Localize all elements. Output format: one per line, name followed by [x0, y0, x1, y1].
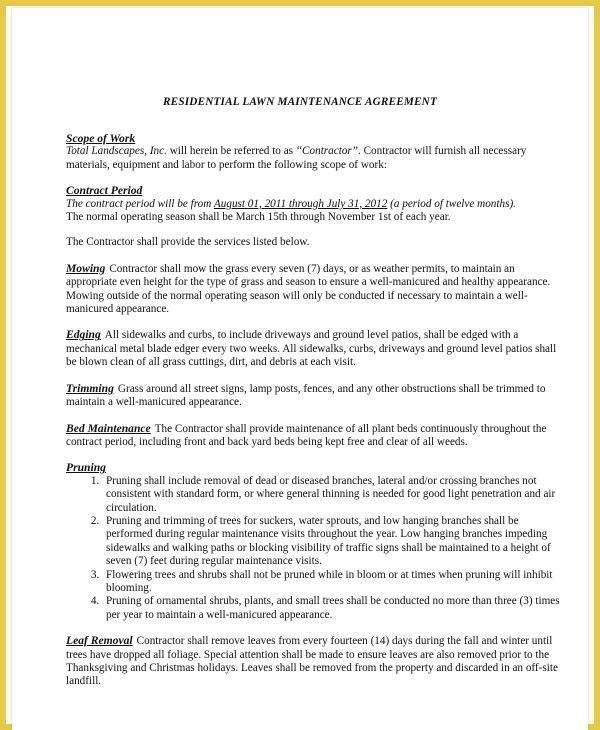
- leaf-removal-section: [66, 634, 562, 689]
- mowing-text: Contractor shall mow the grass every seven (7) days, or as weather permits, to maintain an appropriate even height for the type of grass and season to ensure a well-manicured and healthy appearance. Mowing outside of the normal operating season will only be conducted if necessary to maintain a well-manicured appearance.: [66, 262, 551, 316]
- bed-maintenance-section: [66, 422, 562, 450]
- bed-text: The Contractor shall provide maintenance of all plant beds continuously throughout the contract period, including front and back yard beds being kept free and clear of all weeds.: [66, 422, 547, 448]
- document-body: [66, 132, 562, 701]
- period-heading: Contract Period: [66, 184, 143, 198]
- document-title: RESIDENTIAL LAWN MAINTENANCE AGREEMENT: [163, 96, 437, 108]
- period-lead: The contract period will be from: [66, 197, 214, 210]
- pruning-section: [66, 461, 562, 622]
- contractor-quote: “Contractor”: [295, 145, 358, 158]
- trimming-text: Grass around all street signs, lamp posts, fences, and any other obstructions shall be trimmed to maintain a well-manicured appearance.: [66, 382, 546, 409]
- season-text: The normal operating season shall be March 15th through November 1st of each year.: [66, 211, 451, 224]
- edging-heading: Edging: [66, 328, 101, 342]
- bed-heading: Bed Maintenance: [66, 421, 151, 435]
- list-item: 1. Pruning shall include removal of dead or diseased branches, lateral and/or crossing branches not consistent with standard form, or where general thinning is needed for good light penetration and air circulation.: [102, 475, 562, 515]
- leaf-text: Contractor shall remove leaves from every fourteen (14) days during the fall and winter until trees have dropped all foliage. Special attention shall be made to ensure leaves are also removed prior to the Thanksgiving and Christmas holidays. Leaves shall be removed from the property and discarded in an off-site landfill.: [66, 635, 558, 688]
- trimming-heading: Trimming: [66, 381, 114, 395]
- trimming-section: [66, 382, 562, 410]
- services-intro: [66, 236, 562, 249]
- mowing-section: [66, 262, 562, 317]
- list-item: 3. Flowering trees and shrubs shall not be pruned while in bloom or at times when pruning will inhibit blooming.: [102, 569, 562, 596]
- scope-text-a: will herein be referred to as: [166, 145, 296, 158]
- scope-of-work-section: [66, 132, 562, 172]
- pruning-heading: Pruning: [66, 461, 106, 475]
- pruning-list: [66, 475, 562, 622]
- contract-period-section: [66, 184, 562, 224]
- mowing-heading: Mowing: [66, 261, 106, 275]
- period-paren: (a period of twelve months).: [387, 197, 516, 210]
- company-name: Total Landscapes, Inc.: [66, 145, 167, 158]
- list-item: 2. Pruning and trimming of trees for suckers, water sprouts, and low hanging branches shall be performed during regular maintenance visits throughout the year. Low hanging branches impeding sidewalks and walking paths or blocking visibility of traffic signs shall be maintained to a height of seven (7) feet during regular maintenance visits.: [102, 515, 562, 569]
- services-intro-text: The Contractor shall provide the services listed below.: [66, 236, 310, 249]
- edging-section: [66, 328, 562, 369]
- edging-text: All sidewalks and curbs, to include driveways and ground level patios, shall be edged with a mechanical metal blade edger every two weeks. All sidewalks, curbs, driveways and ground level patios shall be blown clean of all grass cuttings, dirt, and debris at each visit.: [66, 329, 557, 369]
- list-item: 4. Pruning of ornamental shrubs, plants, and small trees shall be conducted no more than three (3) times per year to maintain a well-manicured appearance.: [102, 595, 562, 622]
- scope-heading: Scope of Work: [66, 132, 136, 145]
- document-page: [12, 8, 588, 730]
- period-dates: August 01, 2011 through July 31, 2012: [213, 197, 388, 210]
- scope-text-b: . Contractor will furnish all necessary materials, equipment and labor to perform the following scope of work:: [66, 145, 527, 171]
- leaf-heading: Leaf Removal: [66, 634, 133, 648]
- scope-text: [66, 145, 562, 172]
- period-text: [66, 198, 562, 211]
